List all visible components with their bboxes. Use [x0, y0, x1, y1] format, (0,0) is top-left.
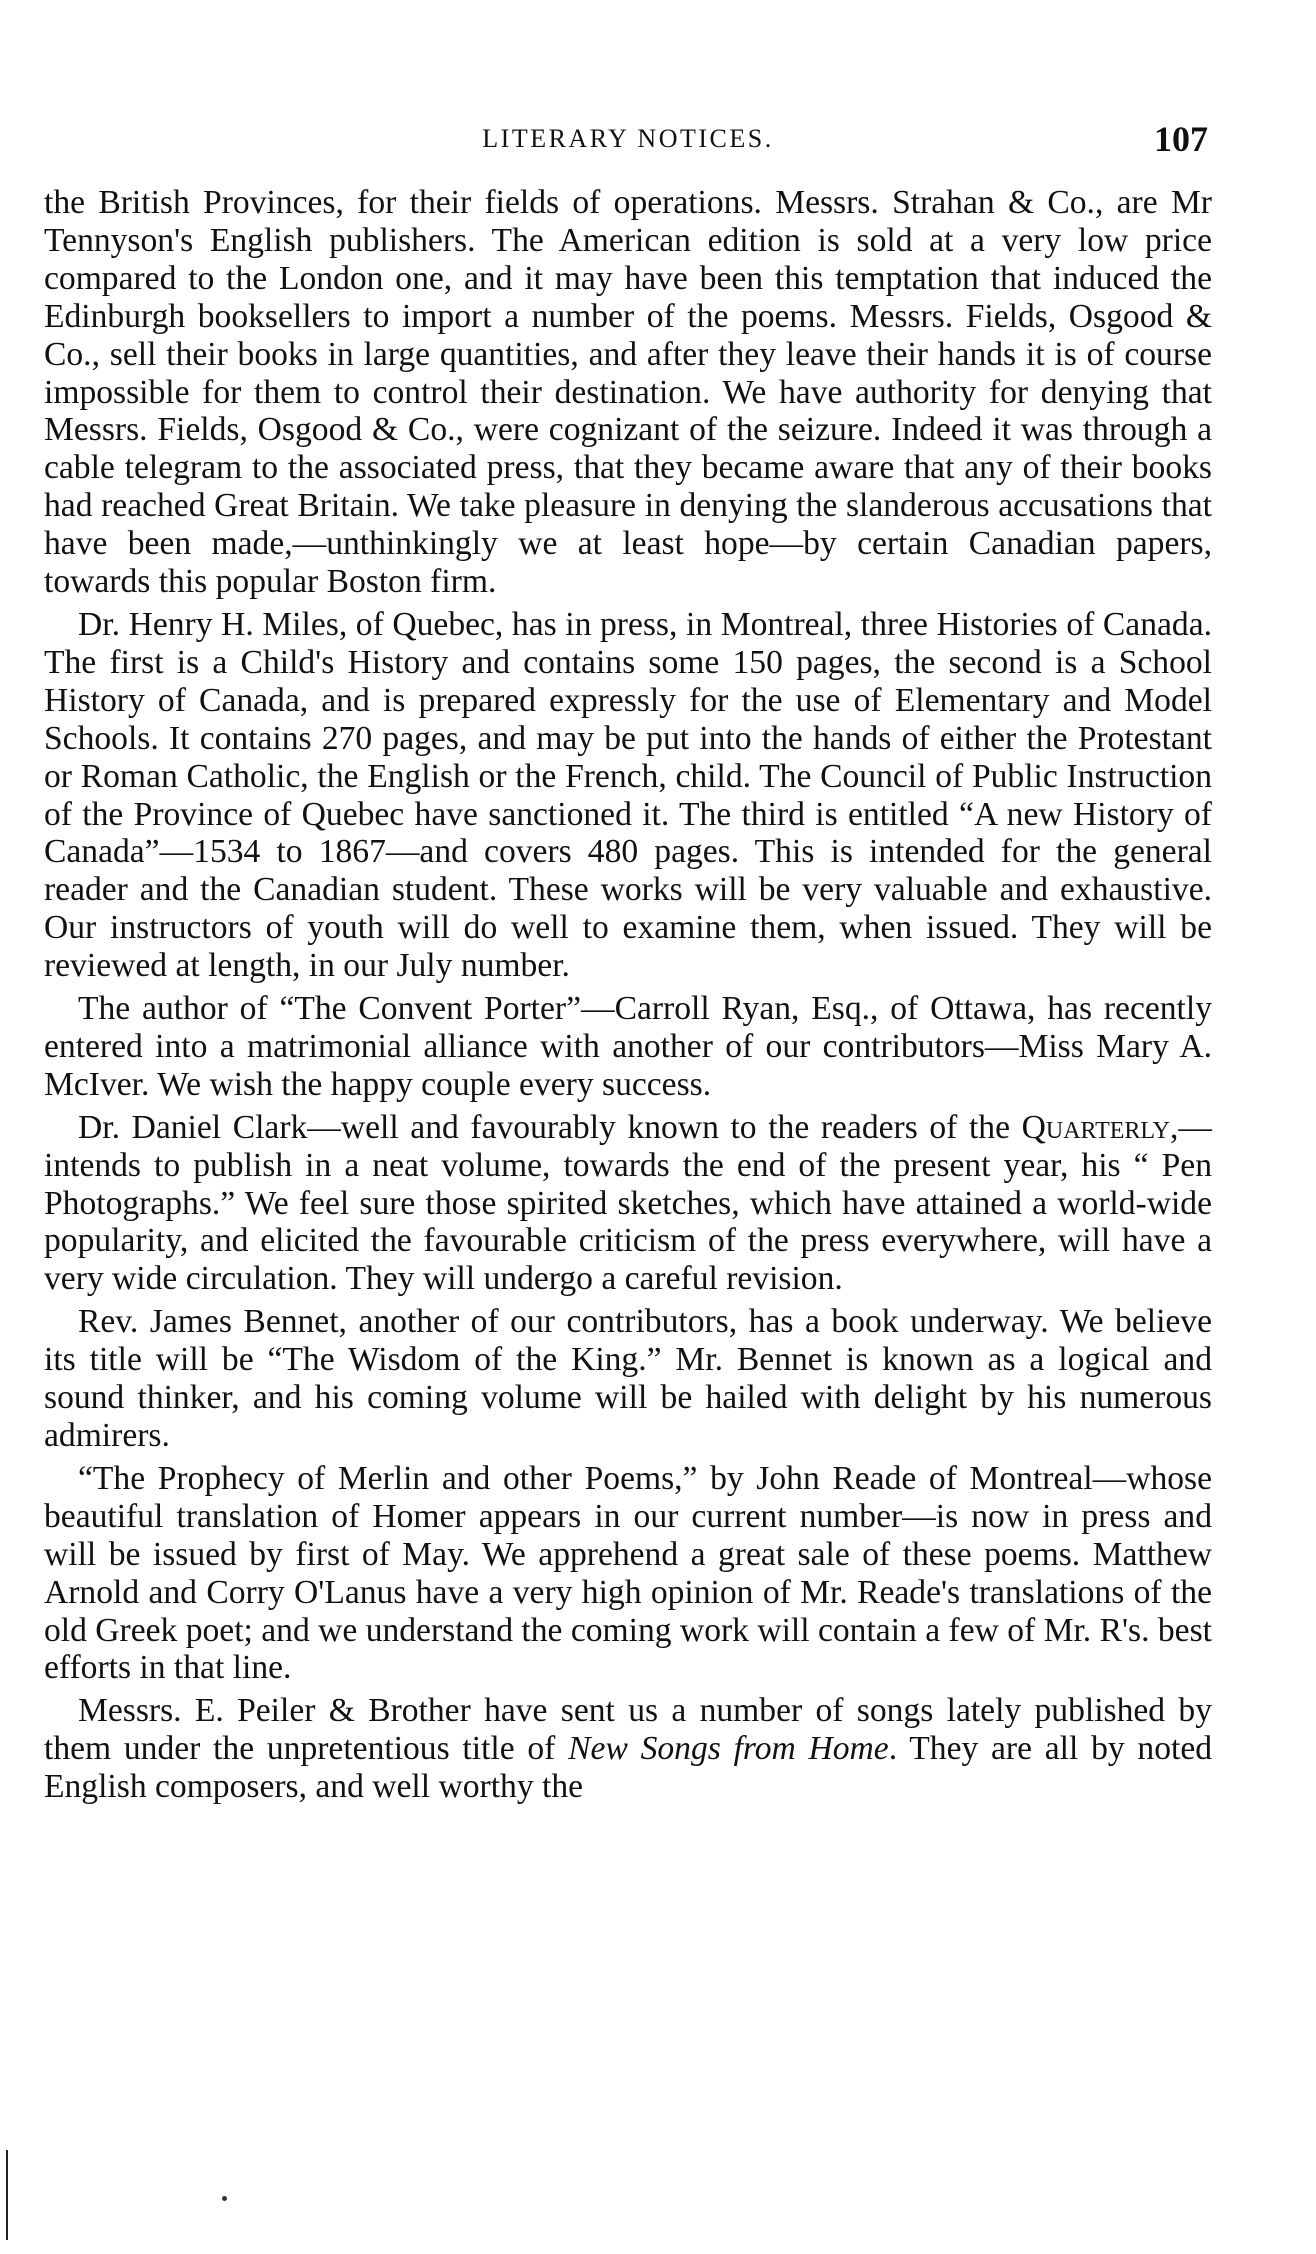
paragraph [44, 1460, 1212, 1687]
page-edge-mark [6, 2150, 8, 2240]
smallcaps-title: Quarterly [1021, 1108, 1171, 1146]
stray-dot-mark [222, 2196, 227, 2201]
book-page [44, 0, 1212, 2254]
italic-title: New Songs from Home [568, 1730, 889, 1768]
text-run: The author of “The Convent Porter”—Carroll Ryan, Esq., of Ottawa, has recently entered into a matrimonial alliance with another of our contributors—Miss Mary A. McIver. We wish the happy couple every success. [44, 990, 1212, 1103]
paragraph [44, 1303, 1212, 1455]
text-run: Rev. James Bennet, another of our contributors, has a book underway. We believe its title will be “The Wisdom of the King.” Mr. Bennet is known as a logical and sound thinker, and his coming volume will be hailed with delight by his numerous admirers. [44, 1303, 1212, 1454]
paragraph [44, 1109, 1212, 1299]
text-run: ,—intends to publish in a neat volume, towards the end of the present year, his “ Pen Photographs.” We feel sure those spirited sketches, which have attained a world-wide popularity, and elicited the favourable criticism of the press everywhere, will have a very wide circulation. They will undergo a careful revision. [44, 1108, 1212, 1298]
paragraph [44, 606, 1212, 985]
text-run: Messrs. E. Peiler & Brother have sent us a number of songs lately published by them under the unpretentious title of [44, 1692, 1212, 1768]
text-run: . They are all by noted English composers, and well worthy the [44, 1730, 1213, 1806]
text-run: “The Prophecy of Merlin and other Poems,” by John Reade of Montreal—whose beautiful translation of Homer appears in our current number—is now in press and will be issued by first of May. We apprehend a great sale of these poems. Matthew Arnold and Corry O'Lanus have a very high opinion of Mr. Reade's translations of the old Greek poet; and we understand the coming work will contain a few of Mr. R's. best efforts in that line. [44, 1459, 1212, 1687]
paragraph [44, 990, 1212, 1104]
paragraph [44, 184, 1212, 601]
page-number: 107 [1154, 119, 1208, 159]
running-head [44, 118, 1212, 164]
text-run: the British Provinces, for their fields of operations. Messrs. Strahan & Co., are Mr Tennyson's English publishers. The American edition is sold at a very low price compared to the London one, and it may have been this temptation that induced the Edinburgh booksellers to import a number of the poems. Messrs. Fields, Osgood & Co., sell their books in large quantities, and after they leave their hands it is of course impossible for them to control their destination. We have authority for denying that Messrs. Fields, Osgood & Co., were cognizant of the seizure. Indeed it was through a cable telegram to the associated press, that they became aware that any of their books had reached Great Britain. We take pleasure in denying the slanderous accusations that have been made,—unthinkingly we at least hope—by certain Canadian papers, towards this popular Boston firm. [44, 184, 1212, 601]
paragraph [44, 1692, 1212, 1806]
running-title: LITERARY NOTICES. [482, 124, 774, 153]
text-run: Dr. Henry H. Miles, of Quebec, has in press, in Montreal, three Histories of Canada. The first is a Child's History and contains some 150 pages, the second is a School History of Canada, and is prepared expressly for the use of Elementary and Model Schools. It contains 270 pages, and may be put into the hands of either the Protestant or Roman Catholic, the English or the French, child. The Council of Public Instruction of the Province of Quebec have sanctioned it. The third is entitled “A new History of Canada”—1534 to 1867—and covers 480 pages. This is intended for the general reader and the Canadian student. These works will be very valuable and exhaustive. Our instructors of youth will do well to examine them, when issued. They will be reviewed at length, in our July number. [44, 605, 1212, 985]
text-run: Dr. Daniel Clark—well and favourably known to the readers of the [78, 1108, 1022, 1146]
body-text [44, 184, 1212, 1806]
